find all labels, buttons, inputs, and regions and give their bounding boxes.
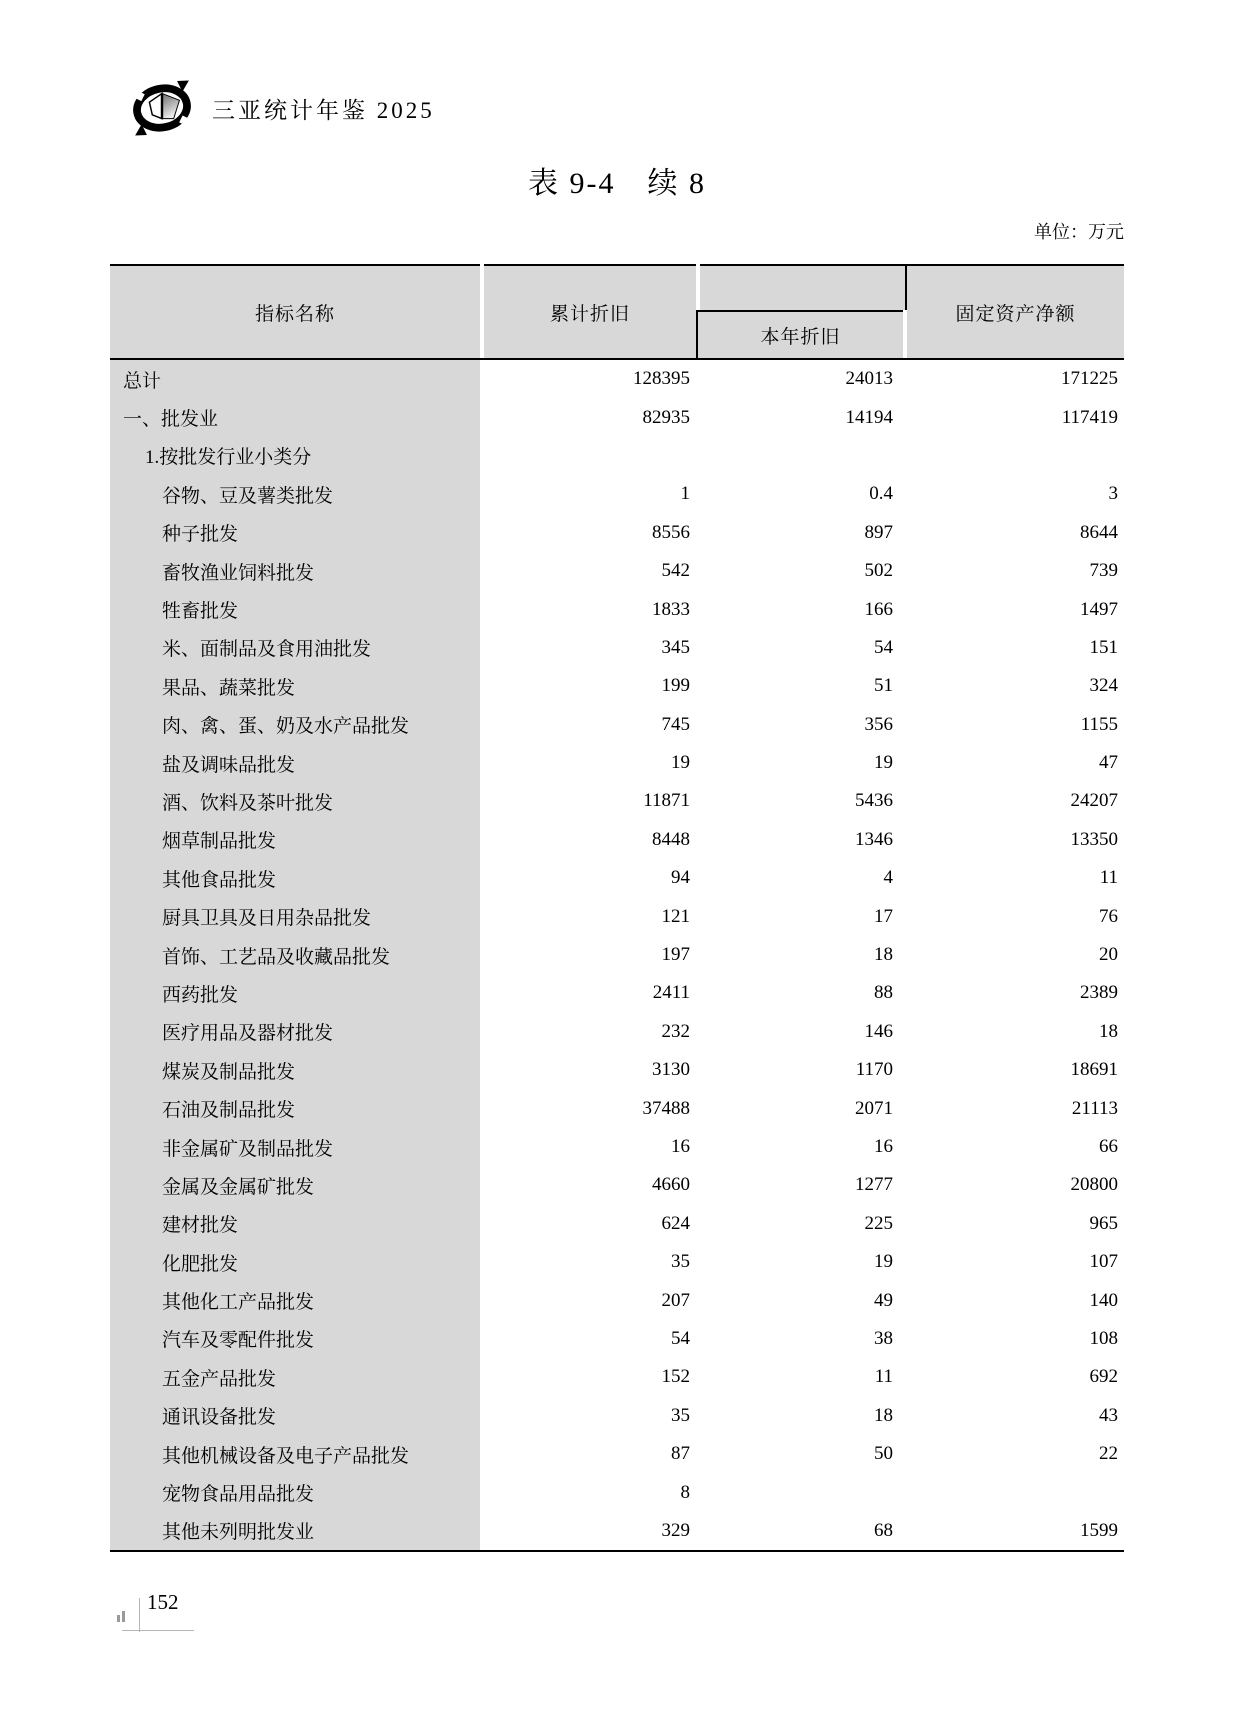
col-header-current-year-depreciation: 本年折旧 [696, 310, 903, 358]
cell-net-fixed-assets: 1599 [1080, 1519, 1118, 1541]
cell-net-fixed-assets: 18 [1099, 1020, 1118, 1042]
footer-crop-mark-horizontal [122, 1630, 194, 1631]
row-label: 其他化工产品批发 [110, 1281, 480, 1319]
cell-current-year-depreciation [696, 437, 907, 475]
cell-current-year-depreciation: 502 [864, 560, 893, 582]
cell-cumulative-depreciation: 2411 [652, 982, 690, 1004]
cell-net-fixed-assets: 171225 [1061, 368, 1118, 390]
row-label: 肉、禽、蛋、奶及水产品批发 [110, 706, 480, 744]
cell-net-fixed-assets: 76 [1099, 905, 1118, 927]
table-body [110, 360, 1124, 1552]
cell-cumulative-depreciation: 199 [661, 675, 690, 697]
cell-net-fixed-assets: 692 [1089, 1366, 1118, 1388]
cell-cumulative-depreciation: 4660 [652, 1174, 690, 1196]
cell-cumulative-depreciation: 19 [671, 752, 690, 774]
cell-cumulative-depreciation: 152 [661, 1366, 690, 1388]
table-row [110, 590, 1124, 628]
row-label: 西药批发 [110, 974, 480, 1012]
cell-net-fixed-assets [907, 1473, 1124, 1511]
table-row [110, 1089, 1124, 1127]
cell-current-year-depreciation: 19 [874, 752, 893, 774]
table-row [110, 974, 1124, 1012]
table-row [110, 514, 1124, 552]
cell-net-fixed-assets: 8644 [1080, 521, 1118, 543]
cell-cumulative-depreciation: 207 [661, 1289, 690, 1311]
table-row [110, 936, 1124, 974]
row-label: 其他机械设备及电子产品批发 [110, 1435, 480, 1473]
table-row [110, 897, 1124, 935]
cell-cumulative-depreciation: 3130 [652, 1059, 690, 1081]
cell-current-year-depreciation: 17 [874, 905, 893, 927]
row-label: 米、面制品及食用油批发 [110, 629, 480, 667]
cell-net-fixed-assets: 108 [1089, 1327, 1118, 1349]
table-row [110, 667, 1124, 705]
table-row [110, 1473, 1124, 1511]
row-label: 畜牧渔业饲料批发 [110, 552, 480, 590]
cell-current-year-depreciation: 18 [874, 1404, 893, 1426]
cell-current-year-depreciation: 18 [874, 944, 893, 966]
cell-cumulative-depreciation: 8448 [652, 828, 690, 850]
row-label: 首饰、工艺品及收藏品批发 [110, 936, 480, 974]
row-label: 煤炭及制品批发 [110, 1051, 480, 1089]
cell-current-year-depreciation: 38 [874, 1327, 893, 1349]
cell-cumulative-depreciation: 624 [661, 1212, 690, 1234]
cell-net-fixed-assets: 20 [1099, 944, 1118, 966]
row-label: 谷物、豆及薯类批发 [110, 475, 480, 513]
cell-cumulative-depreciation: 35 [671, 1404, 690, 1426]
cell-current-year-depreciation: 51 [874, 675, 893, 697]
table-row [110, 1128, 1124, 1166]
cell-cumulative-depreciation: 197 [661, 944, 690, 966]
row-label: 汽车及零配件批发 [110, 1320, 480, 1358]
table-row [110, 821, 1124, 859]
cell-current-year-depreciation: 1277 [855, 1174, 893, 1196]
cell-current-year-depreciation: 88 [874, 982, 893, 1004]
cell-net-fixed-assets: 24207 [1070, 790, 1118, 812]
table-row [110, 1281, 1124, 1319]
row-label: 建材批发 [110, 1205, 480, 1243]
table-header-row [110, 264, 1124, 360]
cell-cumulative-depreciation: 542 [661, 560, 690, 582]
cell-cumulative-depreciation: 345 [661, 636, 690, 658]
cell-cumulative-depreciation: 1 [680, 483, 690, 505]
cell-current-year-depreciation: 356 [864, 713, 893, 735]
cell-net-fixed-assets: 47 [1099, 752, 1118, 774]
unit-label: 单位：万元 [1034, 222, 1124, 242]
cell-cumulative-depreciation: 8 [680, 1481, 690, 1503]
cell-current-year-depreciation: 4 [883, 867, 893, 889]
footer-crop-mark-vertical [139, 1598, 140, 1632]
cell-current-year-depreciation: 1170 [855, 1059, 893, 1081]
cell-cumulative-depreciation: 54 [671, 1327, 690, 1349]
table-row [110, 782, 1124, 820]
cell-net-fixed-assets: 140 [1089, 1289, 1118, 1311]
cell-current-year-depreciation: 2071 [855, 1097, 893, 1119]
cell-net-fixed-assets: 13350 [1070, 828, 1118, 850]
row-label: 化肥批发 [110, 1243, 480, 1281]
table-row [110, 1051, 1124, 1089]
row-label: 金属及金属矿批发 [110, 1166, 480, 1204]
row-label: 1.按批发行业小类分 [110, 437, 480, 475]
cell-net-fixed-assets: 1155 [1080, 713, 1118, 735]
table-row [110, 437, 1124, 475]
table-row [110, 629, 1124, 667]
cell-current-year-depreciation: 14194 [845, 406, 893, 428]
row-label: 一、批发业 [110, 398, 480, 436]
cell-net-fixed-assets: 22 [1099, 1443, 1118, 1465]
cell-current-year-depreciation: 225 [864, 1212, 893, 1234]
row-label: 其他食品批发 [110, 859, 480, 897]
row-label: 宠物食品用品批发 [110, 1473, 480, 1511]
table-row [110, 859, 1124, 897]
cell-cumulative-depreciation: 121 [661, 905, 690, 927]
cell-current-year-depreciation: 166 [864, 598, 893, 620]
table-row [110, 1205, 1124, 1243]
row-label: 五金产品批发 [110, 1358, 480, 1396]
row-label: 医疗用品及器材批发 [110, 1013, 480, 1051]
cell-cumulative-depreciation: 1833 [652, 598, 690, 620]
cell-current-year-depreciation: 54 [874, 636, 893, 658]
cell-net-fixed-assets: 43 [1099, 1404, 1118, 1426]
statistics-table [110, 264, 1124, 1552]
row-label: 石油及制品批发 [110, 1089, 480, 1127]
footer-bars-icon [117, 1611, 125, 1622]
table-title: 表 9-4 续 8 [528, 167, 706, 200]
cell-net-fixed-assets: 2389 [1080, 982, 1118, 1004]
table-row [110, 1358, 1124, 1396]
row-label: 牲畜批发 [110, 590, 480, 628]
cell-net-fixed-assets: 965 [1089, 1212, 1118, 1234]
row-label: 烟草制品批发 [110, 821, 480, 859]
cell-current-year-depreciation [696, 1473, 907, 1511]
cell-current-year-depreciation: 5436 [855, 790, 893, 812]
cell-cumulative-depreciation: 232 [661, 1020, 690, 1042]
col-header-cumulative-depreciation: 累计折旧 [484, 264, 696, 358]
table-row [110, 1243, 1124, 1281]
row-label: 种子批发 [110, 514, 480, 552]
cell-cumulative-depreciation: 94 [671, 867, 690, 889]
table-row [110, 744, 1124, 782]
row-label: 总计 [110, 360, 480, 398]
cell-net-fixed-assets: 11 [1099, 867, 1118, 889]
cell-cumulative-depreciation: 329 [661, 1519, 690, 1541]
cell-net-fixed-assets: 1497 [1080, 598, 1118, 620]
cell-current-year-depreciation: 50 [874, 1443, 893, 1465]
cell-cumulative-depreciation: 128395 [633, 368, 690, 390]
cell-cumulative-depreciation: 11871 [643, 790, 690, 812]
row-label: 非金属矿及制品批发 [110, 1128, 480, 1166]
cell-current-year-depreciation: 897 [864, 521, 893, 543]
cell-net-fixed-assets: 21113 [1071, 1097, 1118, 1119]
row-label: 通讯设备批发 [110, 1397, 480, 1435]
table-row [110, 475, 1124, 513]
cell-current-year-depreciation: 146 [864, 1020, 893, 1042]
cell-current-year-depreciation: 19 [874, 1251, 893, 1273]
cell-current-year-depreciation: 68 [874, 1519, 893, 1541]
row-label: 酒、饮料及茶叶批发 [110, 782, 480, 820]
table-row [110, 1512, 1124, 1550]
table-row [110, 1320, 1124, 1358]
table-row [110, 360, 1124, 398]
cell-current-year-depreciation: 1346 [855, 828, 893, 850]
cell-cumulative-depreciation: 8556 [652, 521, 690, 543]
cell-net-fixed-assets: 117419 [1061, 406, 1118, 428]
table-row [110, 1166, 1124, 1204]
row-label: 厨具卫具及日用杂品批发 [110, 897, 480, 935]
cell-current-year-depreciation: 49 [874, 1289, 893, 1311]
page-number: 152 [147, 1590, 179, 1614]
cell-cumulative-depreciation: 37488 [642, 1097, 690, 1119]
cell-net-fixed-assets: 3 [1108, 483, 1118, 505]
cell-net-fixed-assets: 107 [1089, 1251, 1118, 1273]
table-row [110, 398, 1124, 436]
cell-cumulative-depreciation: 82935 [642, 406, 690, 428]
col-header-empty-cell [700, 264, 907, 310]
cell-cumulative-depreciation [480, 437, 696, 475]
col-header-current-depreciation-group [696, 264, 907, 358]
cell-net-fixed-assets: 739 [1089, 560, 1118, 582]
cell-current-year-depreciation: 11 [874, 1366, 893, 1388]
table-row [110, 1397, 1124, 1435]
yearbook-logo-icon [130, 78, 194, 138]
row-label: 盐及调味品批发 [110, 744, 480, 782]
table-row [110, 706, 1124, 744]
cell-current-year-depreciation: 0.4 [869, 483, 893, 505]
row-label: 果品、蔬菜批发 [110, 667, 480, 705]
table-row [110, 552, 1124, 590]
table-row [110, 1435, 1124, 1473]
cell-current-year-depreciation: 24013 [845, 368, 893, 390]
table-row [110, 1013, 1124, 1051]
col-header-net-fixed-assets: 固定资产净额 [907, 264, 1124, 358]
brand-header [130, 78, 435, 138]
cell-net-fixed-assets: 18691 [1070, 1059, 1118, 1081]
cell-cumulative-depreciation: 16 [671, 1136, 690, 1157]
col-header-indicator-name: 指标名称 [110, 264, 480, 358]
row-label: 其他未列明批发业 [110, 1512, 480, 1550]
cell-net-fixed-assets: 66 [1099, 1136, 1118, 1157]
cell-net-fixed-assets: 20800 [1070, 1174, 1118, 1196]
cell-net-fixed-assets [907, 437, 1124, 475]
cell-net-fixed-assets: 151 [1089, 636, 1118, 658]
yearbook-title: 三亚统计年鉴 2025 [212, 97, 435, 123]
cell-cumulative-depreciation: 745 [661, 713, 690, 735]
cell-cumulative-depreciation: 87 [671, 1443, 690, 1465]
cell-cumulative-depreciation: 35 [671, 1251, 690, 1273]
cell-current-year-depreciation: 16 [874, 1136, 893, 1157]
cell-net-fixed-assets: 324 [1089, 675, 1118, 697]
